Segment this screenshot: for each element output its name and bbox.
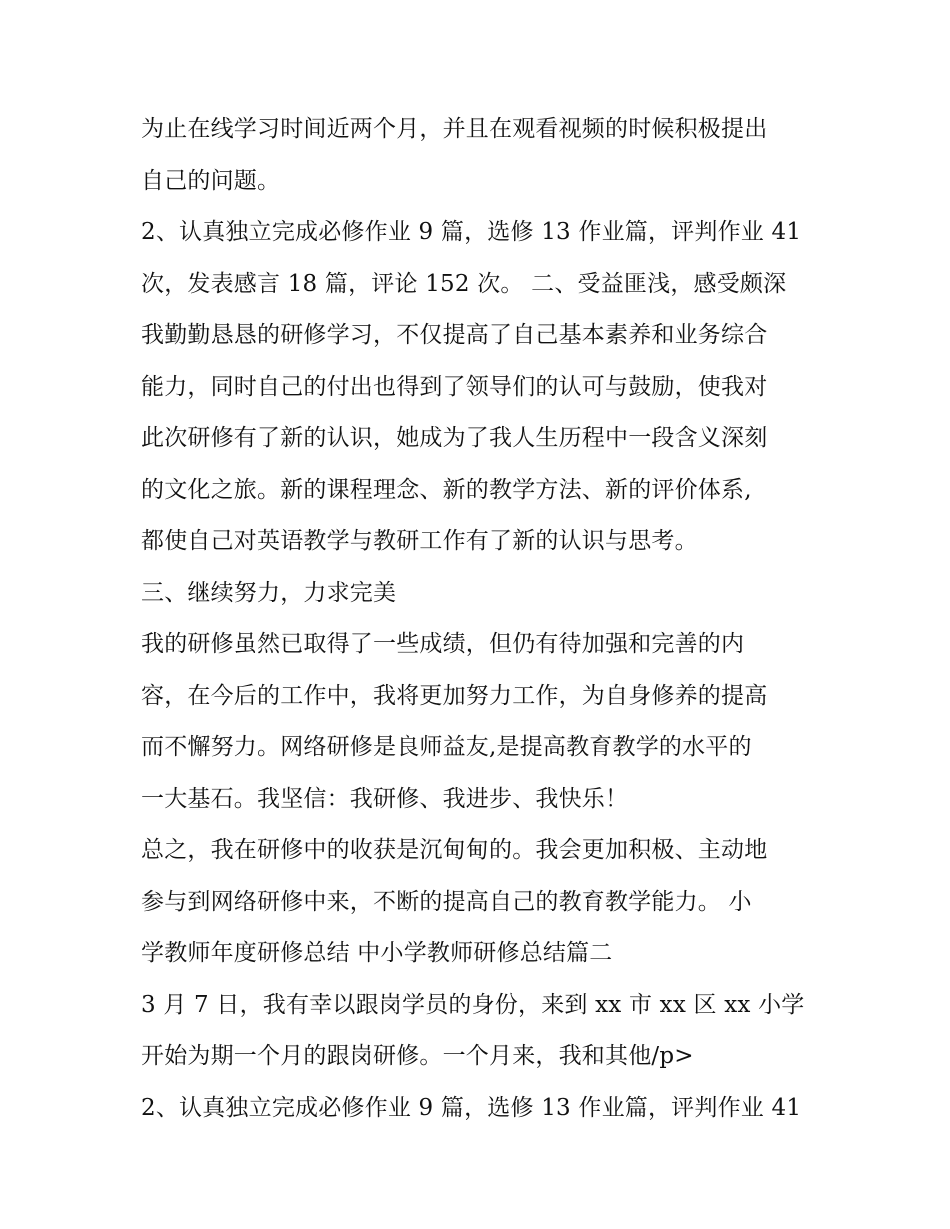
- text-line: 开始为期一个月的跟岗研修。一个月来，我和其他/p>: [141, 1043, 694, 1069]
- text-line: 此次研修有了新的认识，她成为了我人生历程中一段含义深刻: [141, 425, 768, 451]
- section-heading: 三、继续努力，力求完美: [141, 579, 397, 606]
- text-line: 一大基石。我坚信：我研修、我进步、我快乐！: [141, 785, 629, 812]
- text-line: 2、认真独立完成必修作业 9 篇，选修 13 作业篇，评判作业 41: [141, 219, 802, 245]
- text-line: 都使自己对英语教学与教研工作有了新的认识与思考。: [141, 528, 698, 554]
- text-line: 次，发表感言 18 篇，评论 152 次。 二、受益匪浅，感受颇深: [141, 270, 787, 297]
- text-line: 自己的问题。: [141, 167, 281, 194]
- text-line: 为止在线学习时间近两个月，并且在观看视频的时候积极提出: [141, 116, 768, 142]
- text-line: 学教师年度研修总结 中小学教师研修总结篇二: [141, 940, 613, 966]
- body-text: [141, 104, 821, 1134]
- text-line: 参与到网络研修中来，不断的提高自己的教育教学能力。 小: [141, 888, 752, 915]
- text-line: 容，在今后的工作中，我将更加努力工作，为自身修养的提高: [141, 682, 768, 709]
- text-line: 总之，我在研修中的收获是沉甸甸的。我会更加积极、主动地: [141, 837, 768, 863]
- text-line: 能力，同时自己的付出也得到了领导们的认可与鼓励，使我对: [141, 373, 768, 400]
- text-line: 2、认真独立完成必修作业 9 篇，选修 13 作业篇，评判作业 41: [141, 1094, 802, 1121]
- text-line: 而不懈努力。网络研修是良师益友,是提高教育教学的水平的: [141, 734, 752, 760]
- text-line: 3 月 7 日，我有幸以跟岗学员的身份，来到 xx 市 xx 区 xx 小学: [141, 991, 805, 1018]
- text-line: 的文化之旅。新的课程理念、新的教学方法、新的评价体系,: [141, 476, 752, 503]
- text-line: 我勤勤恳恳的研修学习，不仅提高了自己基本素养和业务综合: [141, 322, 768, 348]
- text-line: 我的研修虽然已取得了一些成绩，但仍有待加强和完善的内: [141, 631, 745, 657]
